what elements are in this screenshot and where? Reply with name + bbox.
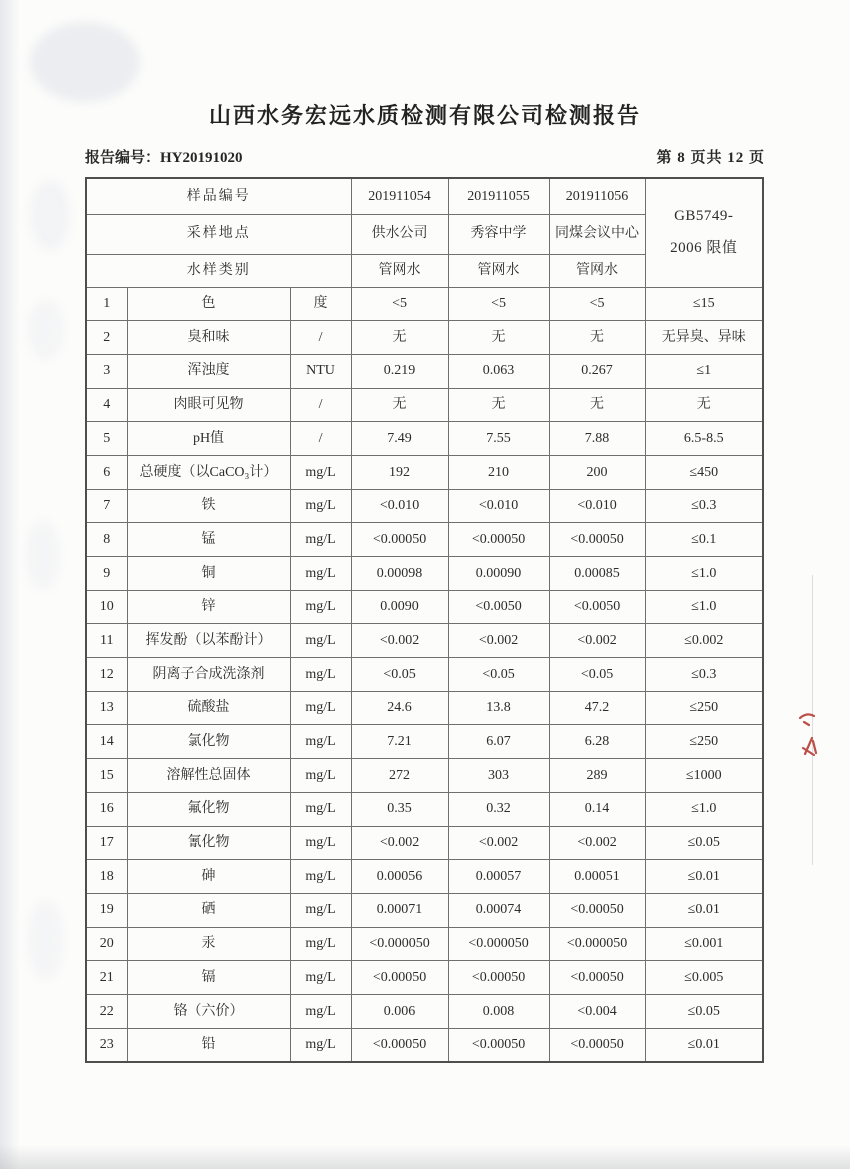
table-row — [86, 624, 763, 658]
item-name: 铁 — [127, 489, 290, 523]
row-number: 3 — [86, 354, 127, 388]
value-sample-1: 0.00098 — [351, 557, 448, 591]
value-sample-2: 无 — [448, 321, 549, 355]
item-name: 浑浊度 — [127, 354, 290, 388]
value-sample-1: <0.010 — [351, 489, 448, 523]
unit: mg/L — [290, 624, 351, 658]
row-number: 23 — [86, 1028, 127, 1062]
report-meta-row — [85, 146, 765, 167]
unit: mg/L — [290, 826, 351, 860]
row-number: 12 — [86, 658, 127, 692]
row-number: 4 — [86, 388, 127, 422]
results-body — [86, 287, 763, 1062]
location-3: 同煤会议中心 — [549, 214, 645, 254]
header-row-sample-no — [86, 178, 763, 214]
value-sample-1: <0.000050 — [351, 927, 448, 961]
unit: mg/L — [290, 1028, 351, 1062]
limit-value: ≤0.005 — [645, 961, 763, 995]
value-sample-1: 0.006 — [351, 994, 448, 1028]
limit-value: ≤1.0 — [645, 590, 763, 624]
value-sample-2: <0.00050 — [448, 961, 549, 995]
value-sample-1: 192 — [351, 455, 448, 489]
item-name: 硫酸盐 — [127, 691, 290, 725]
unit: mg/L — [290, 759, 351, 793]
report-number-value: HY20191020 — [160, 150, 243, 166]
value-sample-2: <0.00050 — [448, 523, 549, 557]
row-number: 11 — [86, 624, 127, 658]
item-name: pH值 — [127, 422, 290, 456]
value-sample-2: <0.010 — [448, 489, 549, 523]
sample-type-label: 水样类别 — [86, 254, 351, 287]
table-row — [86, 354, 763, 388]
item-name: 锌 — [127, 590, 290, 624]
sample-no-label: 样品编号 — [86, 178, 351, 214]
item-name: 氰化物 — [127, 826, 290, 860]
table-row — [86, 523, 763, 557]
sample-no-2: 201911055 — [448, 178, 549, 214]
value-sample-1: 0.219 — [351, 354, 448, 388]
row-number: 21 — [86, 961, 127, 995]
value-sample-3: <0.00050 — [549, 1028, 645, 1062]
value-sample-3: <0.002 — [549, 624, 645, 658]
unit: NTU — [290, 354, 351, 388]
row-number: 17 — [86, 826, 127, 860]
table-row — [86, 658, 763, 692]
item-name: 汞 — [127, 927, 290, 961]
value-sample-1: <0.002 — [351, 624, 448, 658]
row-number: 10 — [86, 590, 127, 624]
item-name: 氟化物 — [127, 792, 290, 826]
unit: mg/L — [290, 455, 351, 489]
value-sample-2: <0.0050 — [448, 590, 549, 624]
table-row — [86, 422, 763, 456]
table-row — [86, 1028, 763, 1062]
item-name: 铬（六价） — [127, 994, 290, 1028]
row-number: 13 — [86, 691, 127, 725]
row-number: 22 — [86, 994, 127, 1028]
value-sample-1: 无 — [351, 388, 448, 422]
value-sample-2: <0.00050 — [448, 1028, 549, 1062]
row-number: 1 — [86, 287, 127, 321]
limit-value: ≤15 — [645, 287, 763, 321]
report-number-label: 报告编号： — [85, 150, 161, 166]
value-sample-2: <0.000050 — [448, 927, 549, 961]
value-sample-2: 0.32 — [448, 792, 549, 826]
value-sample-1: 0.00071 — [351, 893, 448, 927]
value-sample-3: 6.28 — [549, 725, 645, 759]
report-number — [85, 146, 243, 167]
value-sample-1: <0.00050 — [351, 1028, 448, 1062]
table-row — [86, 759, 763, 793]
row-number: 14 — [86, 725, 127, 759]
value-sample-3: <5 — [549, 287, 645, 321]
value-sample-3: <0.000050 — [549, 927, 645, 961]
limit-value: ≤0.002 — [645, 624, 763, 658]
item-name: 色 — [127, 287, 290, 321]
unit: mg/L — [290, 792, 351, 826]
limit-standard-line1: GB5749- — [674, 208, 734, 225]
scan-smudge — [28, 900, 64, 980]
unit: mg/L — [290, 893, 351, 927]
unit: mg/L — [290, 557, 351, 591]
value-sample-2: 7.55 — [448, 422, 549, 456]
limit-value: ≤250 — [645, 691, 763, 725]
value-sample-2: <0.002 — [448, 624, 549, 658]
table-row — [86, 455, 763, 489]
limit-value: ≤250 — [645, 725, 763, 759]
limit-value: ≤1000 — [645, 759, 763, 793]
red-pen-mark — [794, 708, 824, 768]
value-sample-3: 无 — [549, 321, 645, 355]
value-sample-1: 0.00056 — [351, 860, 448, 894]
value-sample-1: 7.49 — [351, 422, 448, 456]
limit-value: 无异臭、异味 — [645, 321, 763, 355]
value-sample-3: <0.0050 — [549, 590, 645, 624]
value-sample-3: <0.05 — [549, 658, 645, 692]
limit-value: ≤450 — [645, 455, 763, 489]
limit-standard-header — [645, 178, 763, 287]
table-row — [86, 893, 763, 927]
value-sample-3: 0.00051 — [549, 860, 645, 894]
row-number: 9 — [86, 557, 127, 591]
value-sample-2: 0.00057 — [448, 860, 549, 894]
item-name: 溶解性总固体 — [127, 759, 290, 793]
value-sample-3: <0.00050 — [549, 893, 645, 927]
value-sample-3: <0.00050 — [549, 961, 645, 995]
table-row — [86, 557, 763, 591]
page-indicator: 第 8 页共 12 页 — [656, 150, 765, 166]
item-name: 阴离子合成洗涤剂 — [127, 658, 290, 692]
value-sample-3: 289 — [549, 759, 645, 793]
row-number: 8 — [86, 523, 127, 557]
value-sample-2: 303 — [448, 759, 549, 793]
row-number: 19 — [86, 893, 127, 927]
limit-value: ≤0.001 — [645, 927, 763, 961]
value-sample-3: 0.00085 — [549, 557, 645, 591]
item-name: 锰 — [127, 523, 290, 557]
scan-smudge — [28, 300, 64, 360]
scan-smudge — [30, 180, 70, 250]
table-row — [86, 826, 763, 860]
item-name: 臭和味 — [127, 321, 290, 355]
unit: 度 — [290, 287, 351, 321]
item-name: 砷 — [127, 860, 290, 894]
table-row — [86, 590, 763, 624]
table-row — [86, 388, 763, 422]
results-table — [85, 177, 764, 1063]
limit-value: ≤1.0 — [645, 792, 763, 826]
row-number: 16 — [86, 792, 127, 826]
row-number: 18 — [86, 860, 127, 894]
limit-value: ≤0.01 — [645, 1028, 763, 1062]
value-sample-1: 24.6 — [351, 691, 448, 725]
sample-no-3: 201911056 — [549, 178, 645, 214]
row-number: 7 — [86, 489, 127, 523]
value-sample-3: 0.267 — [549, 354, 645, 388]
limit-value: 6.5-8.5 — [645, 422, 763, 456]
value-sample-2: <0.002 — [448, 826, 549, 860]
value-sample-1: 0.35 — [351, 792, 448, 826]
item-name: 铜 — [127, 557, 290, 591]
limit-value: 无 — [645, 388, 763, 422]
value-sample-3: <0.004 — [549, 994, 645, 1028]
item-name: 镉 — [127, 961, 290, 995]
sample-type-1: 管网水 — [351, 254, 448, 287]
unit: mg/L — [290, 725, 351, 759]
scan-edge-shadow-bottom — [0, 1145, 850, 1169]
value-sample-1: <5 — [351, 287, 448, 321]
limit-value: ≤0.05 — [645, 994, 763, 1028]
table-row — [86, 725, 763, 759]
limit-standard-line2: 2006 限值 — [670, 239, 738, 256]
scan-edge-shadow-left — [0, 0, 20, 1169]
limit-value: ≤0.01 — [645, 893, 763, 927]
value-sample-3: 7.88 — [549, 422, 645, 456]
item-name: 总硬度（以CaCO₃计） — [127, 455, 290, 489]
value-sample-2: 210 — [448, 455, 549, 489]
value-sample-1: 无 — [351, 321, 448, 355]
value-sample-3: <0.010 — [549, 489, 645, 523]
value-sample-1: <0.05 — [351, 658, 448, 692]
value-sample-3: 无 — [549, 388, 645, 422]
value-sample-2: 13.8 — [448, 691, 549, 725]
unit: mg/L — [290, 658, 351, 692]
table-row — [86, 927, 763, 961]
sample-no-1: 201911054 — [351, 178, 448, 214]
scan-smudge — [26, 520, 60, 590]
page-title: 山西水务宏远水质检测有限公司检测报告 — [208, 103, 641, 128]
value-sample-3: 200 — [549, 455, 645, 489]
value-sample-2: <5 — [448, 287, 549, 321]
table-row — [86, 860, 763, 894]
table-row — [86, 792, 763, 826]
limit-value: ≤0.3 — [645, 489, 763, 523]
item-name: 肉眼可见物 — [127, 388, 290, 422]
item-name: 硒 — [127, 893, 290, 927]
limit-value: ≤1.0 — [645, 557, 763, 591]
unit: mg/L — [290, 994, 351, 1028]
sample-type-2: 管网水 — [448, 254, 549, 287]
unit: mg/L — [290, 590, 351, 624]
table-row — [86, 489, 763, 523]
value-sample-1: <0.00050 — [351, 523, 448, 557]
unit: / — [290, 321, 351, 355]
item-name: 挥发酚（以苯酚计） — [127, 624, 290, 658]
row-number: 6 — [86, 455, 127, 489]
table-row — [86, 691, 763, 725]
table-row — [86, 321, 763, 355]
limit-value: ≤0.3 — [645, 658, 763, 692]
value-sample-1: <0.00050 — [351, 961, 448, 995]
scan-smudge — [30, 22, 140, 102]
value-sample-3: <0.002 — [549, 826, 645, 860]
value-sample-3: 47.2 — [549, 691, 645, 725]
unit: mg/L — [290, 927, 351, 961]
location-label: 采样地点 — [86, 214, 351, 254]
limit-value: ≤0.05 — [645, 826, 763, 860]
row-number: 2 — [86, 321, 127, 355]
location-1: 供水公司 — [351, 214, 448, 254]
value-sample-1: 7.21 — [351, 725, 448, 759]
unit: / — [290, 422, 351, 456]
unit: mg/L — [290, 691, 351, 725]
value-sample-3: <0.00050 — [549, 523, 645, 557]
table-row — [86, 961, 763, 995]
unit: mg/L — [290, 961, 351, 995]
value-sample-2: <0.05 — [448, 658, 549, 692]
row-number: 5 — [86, 422, 127, 456]
value-sample-1: 272 — [351, 759, 448, 793]
sample-type-3: 管网水 — [549, 254, 645, 287]
value-sample-2: 0.063 — [448, 354, 549, 388]
value-sample-2: 0.00090 — [448, 557, 549, 591]
unit: mg/L — [290, 860, 351, 894]
value-sample-1: <0.002 — [351, 826, 448, 860]
value-sample-2: 0.00074 — [448, 893, 549, 927]
table-row — [86, 287, 763, 321]
value-sample-2: 6.07 — [448, 725, 549, 759]
limit-value: ≤1 — [645, 354, 763, 388]
row-number: 20 — [86, 927, 127, 961]
unit: mg/L — [290, 523, 351, 557]
limit-value: ≤0.1 — [645, 523, 763, 557]
limit-value: ≤0.01 — [645, 860, 763, 894]
item-name: 铅 — [127, 1028, 290, 1062]
value-sample-3: 0.14 — [549, 792, 645, 826]
unit: / — [290, 388, 351, 422]
location-2: 秀容中学 — [448, 214, 549, 254]
value-sample-2: 无 — [448, 388, 549, 422]
item-name: 氯化物 — [127, 725, 290, 759]
table-row — [86, 994, 763, 1028]
row-number: 15 — [86, 759, 127, 793]
value-sample-1: 0.0090 — [351, 590, 448, 624]
unit: mg/L — [290, 489, 351, 523]
value-sample-2: 0.008 — [448, 994, 549, 1028]
